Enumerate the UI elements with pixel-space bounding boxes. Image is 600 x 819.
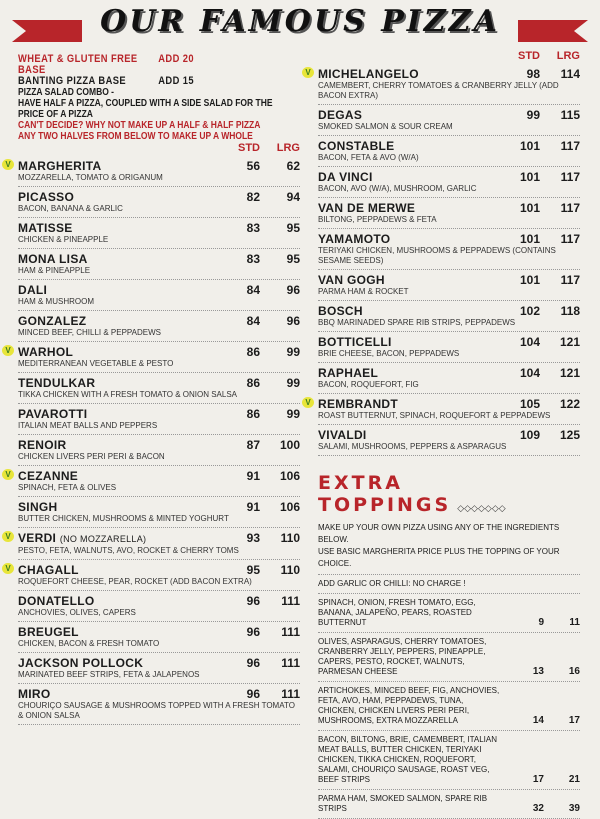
menu-item <box>18 218 300 249</box>
item-prices <box>220 407 300 421</box>
item-name: PICASSO <box>18 190 75 204</box>
item-description: MINCED BEEF, CHILLI & PEPPADEWS <box>18 328 161 337</box>
menu-item <box>5 528 300 560</box>
item-description: BUTTER CHICKEN, MUSHROOMS & MINTED YOGHURT <box>18 514 229 523</box>
half-half-note-2: ANY TWO HALVES FROM BELOW TO MAKE UP A WHOLE <box>18 131 253 142</box>
menu-item <box>318 136 580 167</box>
menu-item <box>5 466 300 497</box>
menu-item <box>305 64 580 105</box>
item-prices <box>500 397 580 411</box>
price-lrg: 121 <box>559 335 580 349</box>
topping-items: OLIVES, ASPARAGUS, CHERRY TOMATOES, CRANBERRY JELLY, PEPPERS, PINEAPPLE, CAPERS, PESTO, ROCKET, WALNUTS, PARMESAN CHEESE <box>318 637 487 676</box>
price-std: 99 <box>526 108 540 122</box>
base-options-info <box>18 54 299 142</box>
price-std: 84 <box>246 283 260 297</box>
menu-item <box>5 342 300 373</box>
menu-item <box>318 105 580 136</box>
topping-row <box>318 731 580 790</box>
vegetarian-icon: V <box>2 469 14 480</box>
price-lrg: 96 <box>286 314 300 328</box>
price-lrg: 96 <box>286 283 300 297</box>
menu-item <box>18 653 300 684</box>
item-name: MICHELANGELO <box>318 67 419 81</box>
item-prices <box>220 469 300 483</box>
topping-items: ARTICHOKES, MINCED BEEF, FIG, ANCHOVIES, FETA, AVO, HAM, PEPPADEWS, TUNA, CHICKEN, CHICKEN LIVERS PERI PERI, MUSHROOMS, EXTRA MOZZARELLA <box>318 686 500 725</box>
item-description: CHICKEN, BACON & FRESH TOMATO <box>18 639 160 648</box>
price-std: 17 <box>532 774 544 785</box>
item-description: TERIYAKI CHICKEN, MUSHROOMS & PEPPADEWS (CONTAINS SESAME SEEDS) <box>318 246 556 265</box>
item-name: CONSTABLE <box>318 139 395 153</box>
item-name: WARHOL <box>18 345 74 359</box>
item-description: PARMA HAM & ROCKET <box>318 287 409 296</box>
extra-toppings-title: EXTRA TOPPINGS ◇◇◇◇◇◇◇ <box>318 472 506 516</box>
price-lrg: 117 <box>560 139 580 153</box>
topping-prices <box>508 618 580 628</box>
item-prices <box>500 201 580 215</box>
price-std: 86 <box>246 345 260 359</box>
price-lrg: 95 <box>286 252 300 266</box>
item-prices <box>220 190 300 204</box>
item-prices <box>220 687 300 701</box>
menu-item <box>18 591 300 622</box>
item-name: YAMAMOTO <box>318 232 391 246</box>
price-std: 101 <box>519 139 540 153</box>
item-name: BREUGEL <box>18 625 79 639</box>
menu-item <box>318 198 580 229</box>
topping-prices <box>508 804 580 814</box>
price-lrg: 121 <box>559 366 580 380</box>
item-prices <box>220 376 300 390</box>
price-std: 93 <box>246 531 260 545</box>
item-description: SALAMI, MUSHROOMS, PEPPERS & ASPARAGUS <box>318 442 507 451</box>
price-std: 14 <box>532 715 544 726</box>
item-name: MONA LISA <box>18 252 88 266</box>
item-prices <box>500 108 580 122</box>
pizza-list-left <box>5 156 300 725</box>
item-name: CHAGALL <box>18 563 79 577</box>
item-description: CHOURIÇO SAUSAGE & MUSHROOMS TOPPED WITH A FRESH TOMATO & ONION SALSA <box>18 701 295 720</box>
right-column <box>305 50 580 819</box>
item-description: ROAST BUTTERNUT, SPINACH, ROQUEFORT & PEPPADEWS <box>318 411 551 420</box>
item-name: SINGH <box>18 500 58 514</box>
item-prices <box>220 594 300 608</box>
item-description: SPINACH, FETA & OLIVES <box>18 483 117 492</box>
item-name: BOSCH <box>318 304 363 318</box>
price-std: 86 <box>246 407 260 421</box>
item-name: GONZALEZ <box>18 314 87 328</box>
menu-item <box>318 270 580 301</box>
menu-item <box>318 363 580 394</box>
topping-row <box>318 790 580 819</box>
left-column <box>5 53 300 725</box>
price-lrg: 111 <box>281 687 300 701</box>
item-prices <box>500 428 580 442</box>
price-std: 101 <box>519 273 540 287</box>
menu-item <box>318 301 580 332</box>
menu-item <box>18 280 300 311</box>
price-lrg: 16 <box>568 666 580 677</box>
item-prices <box>220 563 300 577</box>
item-name: VAN DE MERWE <box>318 201 416 215</box>
item-description: BRIE CHEESE, BACON, PEPPADEWS <box>318 349 460 358</box>
item-description: CHICKEN LIVERS PERI PERI & BACON <box>18 452 165 461</box>
menu-item <box>318 425 580 456</box>
item-description: BACON, ROQUEFORT, FIG <box>318 380 419 389</box>
item-description: PESTO, FETA, WALNUTS, AVO, ROCKET & CHERRY TOMS <box>18 546 239 555</box>
item-prices <box>220 159 300 173</box>
price-lrg: 117 <box>560 201 580 215</box>
price-std: 96 <box>246 625 260 639</box>
page-title: OUR FAMOUS PIZZA <box>100 4 500 39</box>
price-headers <box>18 142 300 156</box>
menu-item <box>318 332 580 363</box>
price-std: 96 <box>246 594 260 608</box>
item-note: (NO MOZZARELLA) <box>59 534 147 544</box>
price-lrg: 117 <box>560 232 580 246</box>
price-lrg: 17 <box>568 715 580 726</box>
vegetarian-icon: V <box>2 563 14 574</box>
item-name: BOTTICELLI <box>318 335 392 349</box>
topping-row <box>318 682 580 731</box>
item-description: TIKKA CHICKEN WITH A FRESH TOMATO & ONION SALSA <box>18 390 238 399</box>
item-name: REMBRANDT <box>318 397 399 411</box>
item-prices <box>500 335 580 349</box>
item-prices <box>220 656 300 670</box>
topping-prices <box>508 667 580 677</box>
item-prices <box>500 67 580 81</box>
std-header: STD <box>238 142 260 154</box>
price-lrg: 94 <box>286 190 300 204</box>
price-lrg: 99 <box>286 407 300 421</box>
combo-title: PIZZA SALAD COMBO - <box>18 87 115 98</box>
menu-header <box>0 0 600 48</box>
item-prices <box>220 221 300 235</box>
price-std: 86 <box>246 376 260 390</box>
price-lrg: 110 <box>280 563 300 577</box>
item-name: CEZANNE <box>18 469 79 483</box>
item-description: MARINATED BEEF STRIPS, FETA & JALAPENOS <box>18 670 200 679</box>
price-lrg: 110 <box>280 531 300 545</box>
menu-item <box>18 684 300 725</box>
lrg-header: LRG <box>556 50 580 62</box>
price-std: 96 <box>246 656 260 670</box>
item-prices <box>500 139 580 153</box>
menu-item <box>18 249 300 280</box>
menu-item <box>318 167 580 198</box>
combo-desc: HAVE HALF A PIZZA, COUPLED WITH A SIDE SALAD FOR THE PRICE OF A PIZZA <box>18 98 273 120</box>
price-lrg: 117 <box>560 273 580 287</box>
item-description: BACON, FETA & AVO (W/A) <box>318 153 419 162</box>
price-lrg: 106 <box>279 469 300 483</box>
price-std: 104 <box>519 335 540 349</box>
item-name: VERDI (NO MOZZARELLA) <box>18 531 147 545</box>
topping-items: SPINACH, ONION, FRESH TOMATO, EGG, BANANA, JALAPEÑO, PEARS, ROASTED BUTTERNUT <box>318 598 476 627</box>
topping-row <box>318 633 580 682</box>
item-name: DA VINCI <box>318 170 373 184</box>
price-std: 96 <box>246 687 260 701</box>
price-headers <box>318 50 580 64</box>
price-lrg: 125 <box>559 428 580 442</box>
item-name: DEGAS <box>318 108 363 122</box>
vegetarian-icon: V <box>302 397 314 408</box>
vegetarian-icon: V <box>2 531 14 542</box>
menu-item <box>318 229 580 270</box>
price-lrg: 100 <box>279 438 300 452</box>
topping-items: BACON, BILTONG, BRIE, CAMEMBERT, ITALIAN MEAT BALLS, BUTTER CHICKEN, TERIYAKI CHICKEN, TIKKA CHICKEN, ROQUEFORT, SALAMI, CHOURIÇO SAUSAGE, ROAST VEG, BEEF STRIPS <box>318 735 497 784</box>
item-description: CAMEMBERT, CHERRY TOMATOES & CRANBERRY JELLY (ADD BACON EXTRA) <box>318 81 559 100</box>
lrg-header: LRG <box>276 142 300 154</box>
item-prices <box>220 625 300 639</box>
price-lrg: 122 <box>559 397 580 411</box>
item-name: DALI <box>18 283 48 297</box>
price-std: 91 <box>246 469 260 483</box>
price-lrg: 21 <box>568 774 580 785</box>
toppings-list <box>318 594 580 819</box>
vegetarian-icon: V <box>2 345 14 356</box>
item-name: MARGHERITA <box>18 159 102 173</box>
price-std: 32 <box>532 803 544 814</box>
item-description: SMOKED SALMON & SOUR CREAM <box>318 122 453 131</box>
item-prices <box>500 170 580 184</box>
price-std: 83 <box>246 221 260 235</box>
price-lrg: 114 <box>560 67 580 81</box>
menu-item <box>18 187 300 218</box>
price-std: 104 <box>519 366 540 380</box>
price-std: 84 <box>246 314 260 328</box>
item-description: ROQUEFORT CHEESE, PEAR, ROCKET (ADD BACON EXTRA) <box>18 577 252 586</box>
item-name: VIVALDI <box>318 428 367 442</box>
menu-item <box>18 373 300 404</box>
menu-item <box>18 622 300 653</box>
price-lrg: 99 <box>286 345 300 359</box>
price-lrg: 111 <box>281 594 300 608</box>
item-description: CHICKEN & PINEAPPLE <box>18 235 109 244</box>
price-std: 101 <box>519 201 540 215</box>
price-std: 101 <box>519 170 540 184</box>
menu-item <box>18 435 300 466</box>
item-description: HAM & PINEAPPLE <box>18 266 91 275</box>
item-description: MOZZARELLA, TOMATO & ORIGANUM <box>18 173 163 182</box>
price-std: 56 <box>246 159 260 173</box>
item-description: MEDITERRANEAN VEGETABLE & PESTO <box>18 359 174 368</box>
item-description: ANCHOVIES, OLIVES, CAPERS <box>18 608 136 617</box>
item-prices <box>220 314 300 328</box>
price-std: 82 <box>246 190 260 204</box>
price-std: 83 <box>246 252 260 266</box>
item-name: RAPHAEL <box>318 366 379 380</box>
item-name: MIRO <box>18 687 51 701</box>
item-description: BBQ MARINADED SPARE RIB STRIPS, PEPPADEWS <box>318 318 516 327</box>
menu-item <box>18 404 300 435</box>
price-lrg: 111 <box>281 625 300 639</box>
price-std: 13 <box>532 666 544 677</box>
item-description: HAM & MUSHROOM <box>18 297 94 306</box>
item-description: BILTONG, PEPPADEWS & FETA <box>318 215 437 224</box>
price-std: 101 <box>519 232 540 246</box>
item-name: VAN GOGH <box>318 273 385 287</box>
item-description: BACON, BANANA & GARLIC <box>18 204 123 213</box>
vegetarian-icon: V <box>302 67 314 78</box>
price-std: 109 <box>519 428 540 442</box>
menu-item <box>18 497 300 528</box>
price-lrg: 111 <box>281 656 300 670</box>
item-prices <box>500 273 580 287</box>
vegetarian-icon: V <box>2 159 14 170</box>
banting-option: BANTING PIZZA BASE ADD 15 <box>18 75 195 87</box>
item-name: JACKSON POLLOCK <box>18 656 144 670</box>
item-name: RENOIR <box>18 438 67 452</box>
free-toppings-note: ADD GARLIC OR CHILLI: NO CHARGE ! <box>318 575 580 594</box>
item-prices <box>500 304 580 318</box>
price-lrg: 11 <box>569 617 580 628</box>
menu-item <box>18 311 300 342</box>
price-std: 87 <box>246 438 260 452</box>
price-std: 98 <box>526 67 540 81</box>
item-name: DONATELLO <box>18 594 95 608</box>
item-prices <box>220 438 300 452</box>
std-header: STD <box>518 50 540 62</box>
diamond-decoration-icon: ◇◇◇◇◇◇◇ <box>457 504 506 514</box>
menu-item <box>5 156 300 187</box>
menu-item <box>305 394 580 425</box>
price-lrg: 39 <box>568 803 580 814</box>
item-name: MATISSE <box>18 221 73 235</box>
item-description: ITALIAN MEAT BALLS AND PEPPERS <box>18 421 158 430</box>
topping-items: PARMA HAM, SMOKED SALMON, SPARE RIB STRIPS <box>318 794 488 813</box>
price-lrg: 118 <box>560 304 580 318</box>
gluten-free-option: WHEAT & GLUTEN FREE BASE ADD 20 <box>18 53 195 76</box>
price-std: 102 <box>519 304 540 318</box>
item-description: BACON, AVO (W/A), MUSHROOM, GARLIC <box>318 184 477 193</box>
price-lrg: 62 <box>286 159 300 173</box>
item-prices <box>220 283 300 297</box>
price-lrg: 106 <box>279 500 300 514</box>
item-name: PAVAROTTI <box>18 407 88 421</box>
item-prices <box>220 500 300 514</box>
topping-row <box>318 594 580 633</box>
item-prices <box>500 366 580 380</box>
price-lrg: 99 <box>286 376 300 390</box>
price-std: 105 <box>519 397 540 411</box>
half-half-note-1: CAN'T DECIDE? WHY NOT MAKE UP A HALF & HALF PIZZA <box>18 120 261 131</box>
price-lrg: 115 <box>560 108 580 122</box>
pizza-list-right <box>305 64 580 456</box>
price-std: 95 <box>246 563 260 577</box>
item-prices <box>500 232 580 246</box>
price-lrg: 117 <box>560 170 580 184</box>
item-name: TENDULKAR <box>18 376 96 390</box>
topping-prices <box>508 716 580 726</box>
price-lrg: 95 <box>286 221 300 235</box>
item-prices <box>220 252 300 266</box>
item-prices <box>220 345 300 359</box>
item-prices <box>220 531 300 545</box>
topping-prices <box>508 775 580 785</box>
price-std: 91 <box>246 500 260 514</box>
toppings-intro: MAKE UP YOUR OWN PIZZA USING ANY OF THE INGREDIENTS BELOW. USE BASIC MARGHERITA PRICE PLUS THE TOPPING OF YOUR CHOICE. <box>318 522 580 575</box>
price-std: 9 <box>538 617 544 628</box>
menu-item <box>5 560 300 591</box>
